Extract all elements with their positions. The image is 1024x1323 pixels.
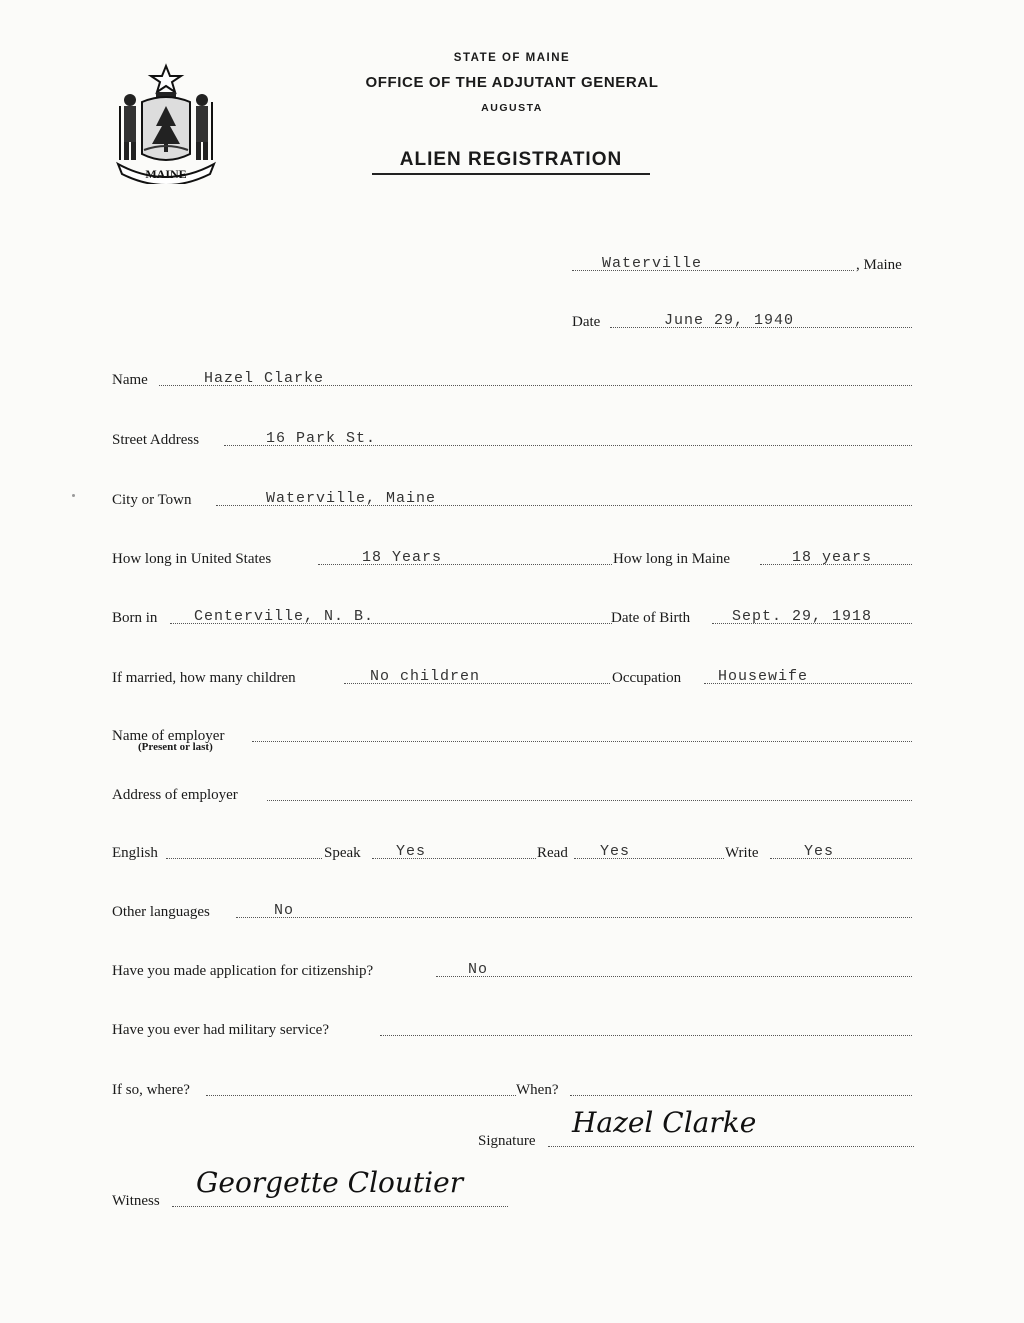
if-so-where-label: If so, where? [112,1082,190,1098]
date-of-birth-label: Date of Birth [611,610,691,626]
name-row [112,367,914,389]
employer-name-row [112,723,914,745]
date-label: Date [572,314,601,330]
born-in-label: Born in [112,610,158,626]
date-value[interactable]: June 29, 1940 [664,312,795,329]
write-value[interactable]: Yes [804,843,835,860]
employer-address-row [112,782,914,804]
citizenship-row [112,958,914,980]
signature-value[interactable]: Hazel Clarke [572,1106,757,1139]
speak-label: Speak [324,845,361,861]
children-label: If married, how many children [112,670,296,686]
location-row [568,252,914,274]
born-in-value[interactable]: Centerville, N. B. [194,608,375,625]
english-label: English [112,845,158,861]
write-label: Write [725,845,759,861]
occupation-value[interactable]: Housewife [718,668,809,685]
read-label: Read [537,845,568,861]
witness-label: Witness [112,1193,160,1209]
children-value[interactable]: No children [370,668,481,685]
when-label: When? [516,1082,559,1098]
english-row [112,840,914,862]
citizenship-value[interactable]: No [468,961,489,978]
city-row [112,487,914,509]
military-label: Have you ever had military service? [112,1022,329,1038]
city-label: City or Town [112,492,192,508]
how-long-us-value[interactable]: 18 Years [362,549,443,566]
form-title: ALIEN REGISTRATION [372,149,650,175]
how-long-maine-label: How long in Maine [613,551,731,567]
paper-mark [72,494,75,497]
how-long-maine-value[interactable]: 18 years [792,549,873,566]
occupation-label: Occupation [612,670,682,686]
military-row [112,1017,914,1039]
residence-duration-row [112,546,914,568]
speak-value[interactable]: Yes [396,843,427,860]
employer-address-label: Address of employer [112,787,238,803]
witness-signature-value[interactable]: Georgette Cloutier [196,1166,464,1199]
street-address-label: Street Address [112,432,200,448]
location-value[interactable]: Waterville [602,255,703,272]
citizenship-label: Have you made application for citizenship? [112,963,374,979]
date-row [572,309,914,331]
other-languages-row [112,899,914,921]
children-occupation-row [112,665,914,687]
office-heading: OFFICE OF THE ADJUTANT GENERAL [365,74,659,91]
other-languages-value[interactable]: No [274,902,295,919]
signature-label: Signature [478,1133,536,1149]
employer-name-label: Name of employer [112,728,225,744]
location-suffix: , Maine [856,257,902,273]
city-heading: AUGUSTA [481,102,543,114]
employer-name-sublabel: (Present or last) [138,741,213,753]
other-languages-label: Other languages [112,904,210,920]
seal-label: MAINE [145,167,187,181]
street-address-value[interactable]: 16 Park St. [266,430,377,447]
name-value[interactable]: Hazel Clarke [204,370,325,387]
city-value[interactable]: Waterville, Maine [266,490,437,507]
date-of-birth-value[interactable]: Sept. 29, 1918 [732,608,873,625]
read-value[interactable]: Yes [600,843,631,860]
state-heading: STATE OF MAINE [453,52,571,64]
name-label: Name [112,372,148,388]
how-long-us-label: How long in United States [112,551,272,567]
birth-row [112,605,914,627]
service-where-row [112,1077,914,1099]
street-address-row [112,427,914,449]
